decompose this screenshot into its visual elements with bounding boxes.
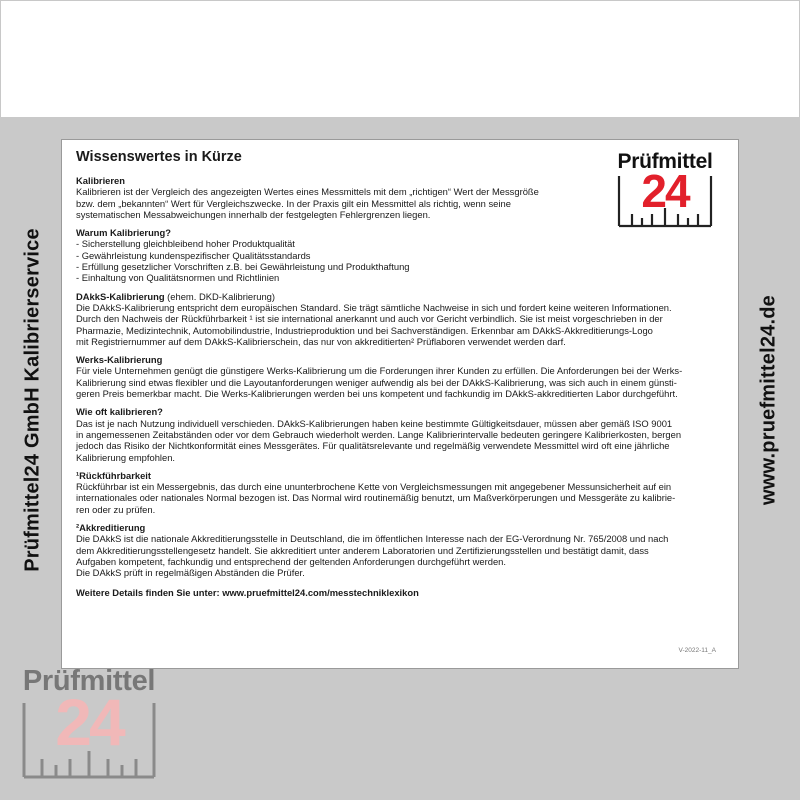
section-warum [76,227,726,283]
watermark-ruler-icon [14,665,164,785]
section-subtitle: (ehem. DKD-Kalibrierung) [164,290,276,302]
text-line: mit Registriernummer auf dem DAkkS-Kalibrierschein, das nur von akkreditierten² Prüflaboren verwendet werden darf. [76,335,566,347]
document-body [76,148,726,598]
list-item: - Gewährleistung kundenspezifischer Qualitätsstandards [76,249,311,261]
list-item: - Einhaltung von Qualitätsnormen und Richtlinien [76,272,280,284]
text-line: Für viele Unternehmen genügt die günstigere Werks-Kalibrierung um die Forderungen ihrer Kunden zu erfüllen. Die Anforderungen bei der Werks- [76,365,683,377]
text-line: Rückführbar ist ein Messergebnis, das durch eine ununterbrochene Kette von Vergleichsmessungen mit angegebener Messunsicherheit auf ein [76,481,672,493]
text-line: Kalibrieren ist der Vergleich des angezeigten Wertes eines Messmittels mit dem „richtigen“ Wert der Messgröße [76,186,539,198]
text-line: Das ist je nach Nutzung individuell verschieden. DAkkS-Kalibrierungen haben keine bestimmte Gültigkeitsdauer, müssen aber gemäß ISO 9001 [76,417,673,429]
section-title: Warum Kalibrierung? [76,227,171,239]
list-item: - Sicherstellung gleichbleibend hoher Produktqualität [76,238,295,250]
section-dakks [76,291,726,347]
further-details-link: Weitere Details finden Sie unter: www.pruefmittel24.com/messtechniklexikon [76,586,419,598]
watermark-number: 24 [55,685,123,759]
text-line: in angemessenen Zeitabständen oder vor dem Gebrauch wiederholt werden. Lange Kalibrierintervalle bedeuten geringere Kalibrierkosten, bergen [76,428,682,440]
text-line: geren Preis bemerkbar macht. Die Werks-Kalibrierungen werden bei uns kompetent und fachkundig im DAkkS-akkreditierten Labor durchgeführt. [76,388,678,400]
text-line: jedoch das Risiko der Nichtkonformität eines Messgerätes. Für qualitätsrelevante und regelmäßig verwendete Messmittel wird oft eine jährliche [76,440,670,452]
text-line: Kalibrierung sind etwas flexibler und die Layoutanforderungen weniger aufwendig als bei der DAkkS-Kalibrierung, was sich auch in einem günsti- [76,376,677,388]
watermark-logo [14,665,164,785]
version-code: V-2022-11_A [678,647,716,654]
text-line: Die DAkkS ist die nationale Akkreditierungsstelle in Deutschland, die im öffentlichen Interesse nach der EG-Verordnung Nr. 765/2008 und nach [76,533,669,545]
section-title: Wie oft kalibrieren? [76,406,163,418]
section-title: ²Akkreditierung [76,522,146,534]
text-line: dem Akkreditierungsstellengesetz handelt. Sie akkreditiert unter anderem Laboratorien und Zertifizierungsstellen und bestätigt damit, dass [76,544,649,556]
text-line: ren oder zu prüfen. [76,503,156,515]
text-line: Pharmazie, Medizintechnik, Automobilindustrie, Industrieproduktion und bei Sachverständigen. Erkennbar am DAkkS-Akkreditierungs-Logo [76,324,653,336]
info-card [61,139,739,669]
section-akkreditierung [76,522,726,578]
text-line: Die DAkkS prüft in regelmäßigen Abständen die Prüfer. [76,567,305,579]
text-line: systematischen Messabweichungen innerhalb der festgelegten Fehlergrenzen liegen. [76,208,431,220]
text-line: Kalibrierung empfohlen. [76,451,176,463]
side-website-url: www.pruefmittel24.de [757,295,780,505]
list-item: - Erfüllung gesetzlicher Vorschriften z.B. bei Gewährleistung und Produkthaftung [76,261,410,273]
side-company-name: Prüfmittel24 GmbH Kalibrierservice [21,228,44,572]
section-kalibrieren [76,175,726,220]
document-title: Wissenswertes in Kürze [76,149,242,165]
text-line: bzw. dem „bekannten“ Wert für Vergleichszwecke. In der Praxis gilt ein Messmittel als richtig, wenn seine [76,197,511,209]
section-title: ¹Rückführbarkeit [76,469,152,481]
text-line: Die DAkkS-Kalibrierung entspricht dem europäischen Standard. Sie trägt sämtliche Nachweise in sich und fordert keine weiteren Informationen. [76,301,672,313]
section-title [76,291,726,302]
section-werks [76,354,726,399]
section-title: Werks-Kalibrierung [76,354,163,366]
text-line: Durch den Nachweis der Rückführbarkeit ¹ ist sie international anerkannt und auch vor Gericht verbindlich. Sie ist meist vorgeschrieben in der [76,313,663,325]
watermark-brand-text: Prüfmittel [22,665,156,697]
section-title: Kalibrieren [76,175,125,186]
text-line: Aufgaben kompetent, fachkundig und entsprechend der geltenden Anforderungen durchgeführt werden. [76,555,506,567]
section-rueckfuehrbarkeit [76,470,726,515]
logo-number: 24 [641,165,689,217]
logo-brand-text: Prüfmittel [617,150,713,173]
section-wie-oft [76,406,726,462]
section-title-main: DAkkS-Kalibrierung [76,290,165,302]
text-line: internationales oder nationales Normal bezogen ist. Das Normal wird routinemäßig benutzt, um Maßverkörperungen und Messgeräte zu kalibrie- [76,492,676,504]
